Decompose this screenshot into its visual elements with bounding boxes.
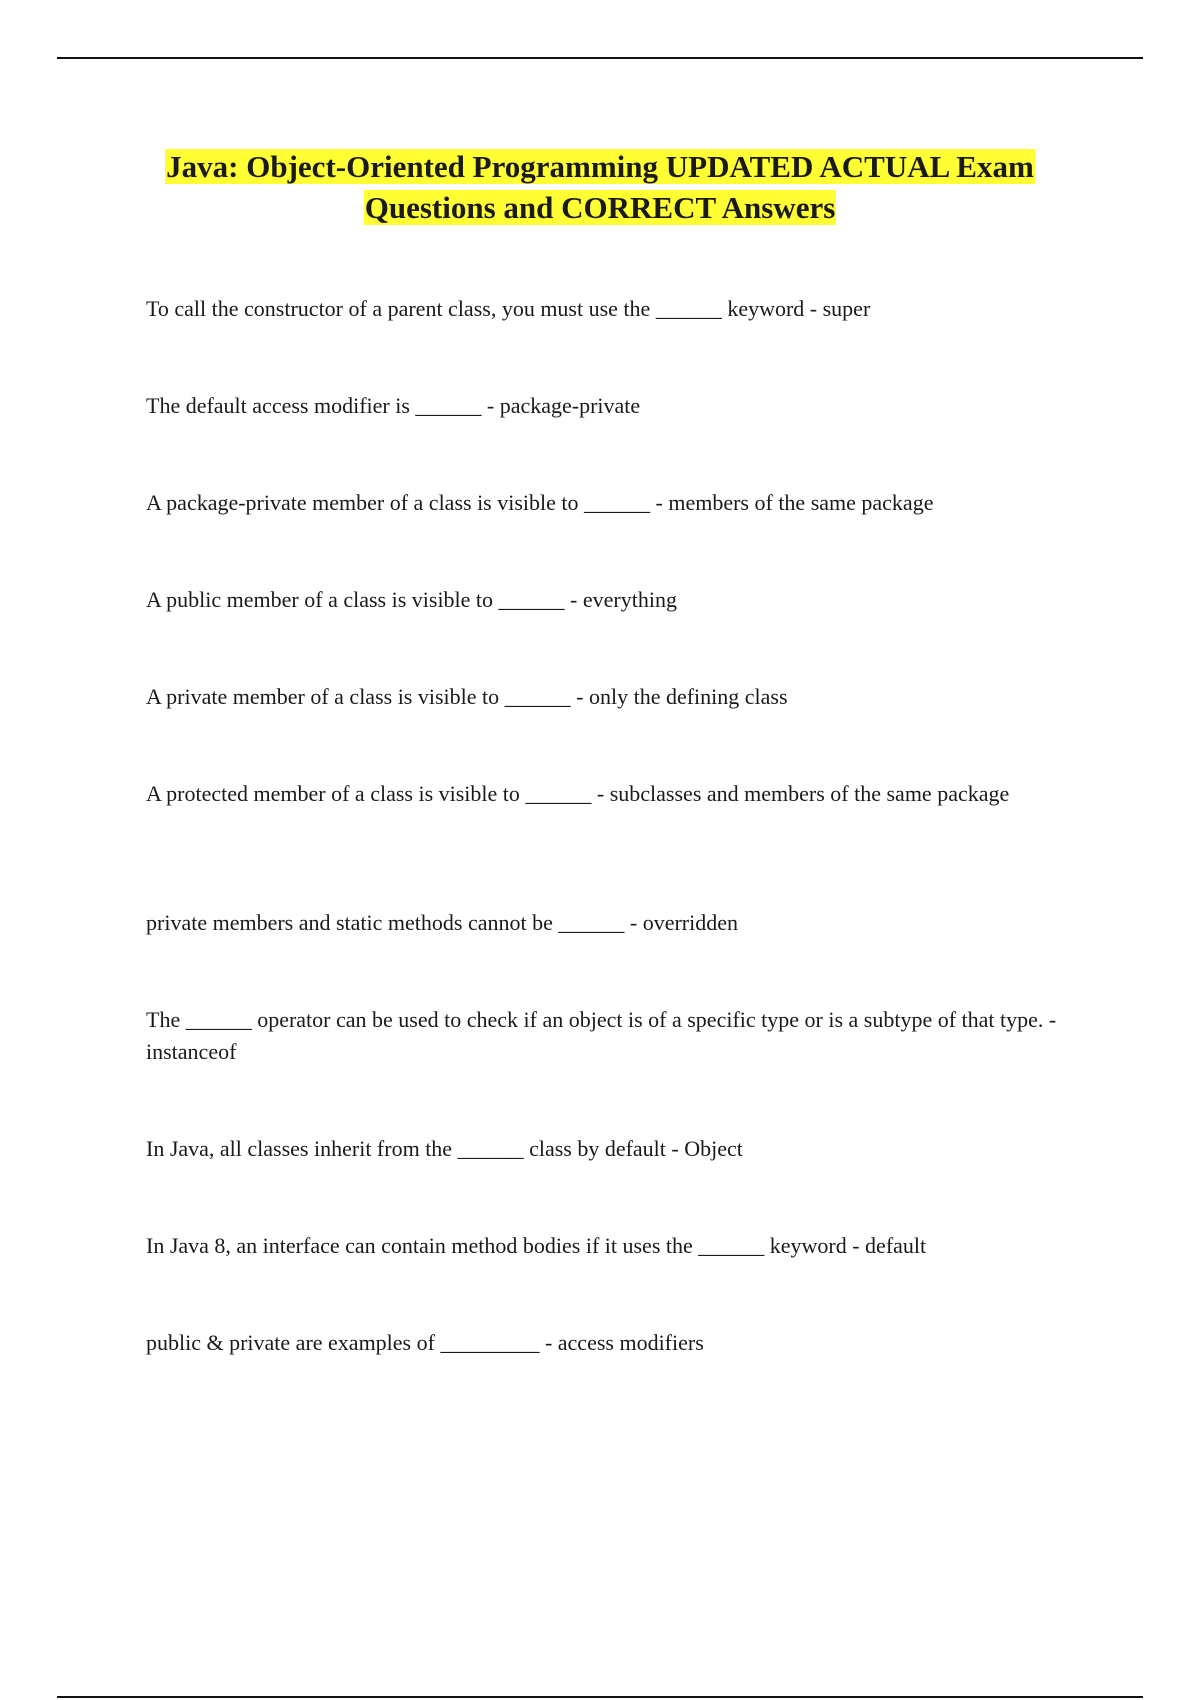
question-item: In Java 8, an interface can contain method bodies if it uses the ______ keyword - default bbox=[146, 1233, 927, 1258]
question-item: The default access modifier is ______ - package-private bbox=[146, 393, 641, 418]
question-item: The ______ operator can be used to check if an object is of a specific type or is a subtype of that type. - instanceof bbox=[146, 1007, 1057, 1064]
question-item: A public member of a class is visible to ______ - everything bbox=[146, 587, 677, 612]
question-item: A package-private member of a class is visible to ______ - members of the same package bbox=[146, 490, 934, 515]
document-title bbox=[120, 146, 1080, 228]
question-item: In Java, all classes inherit from the ______ class by default - Object bbox=[146, 1136, 743, 1161]
question-item: private members and static methods cannot be ______ - overridden bbox=[146, 910, 738, 935]
question-item: To call the constructor of a parent class, you must use the ______ keyword - super bbox=[146, 296, 871, 321]
top-rule bbox=[57, 57, 1143, 59]
title-line-2: Questions and CORRECT Answers bbox=[364, 190, 836, 225]
bottom-rule bbox=[57, 1696, 1143, 1698]
question-item: public & private are examples of _________ - access modifiers bbox=[146, 1330, 704, 1355]
title-line-1: Java: Object-Oriented Programming UPDATED ACTUAL Exam bbox=[166, 149, 1034, 184]
question-item: A protected member of a class is visible to ______ - subclasses and members of the same package bbox=[146, 781, 1010, 806]
question-item: A private member of a class is visible to ______ - only the defining class bbox=[146, 684, 788, 709]
